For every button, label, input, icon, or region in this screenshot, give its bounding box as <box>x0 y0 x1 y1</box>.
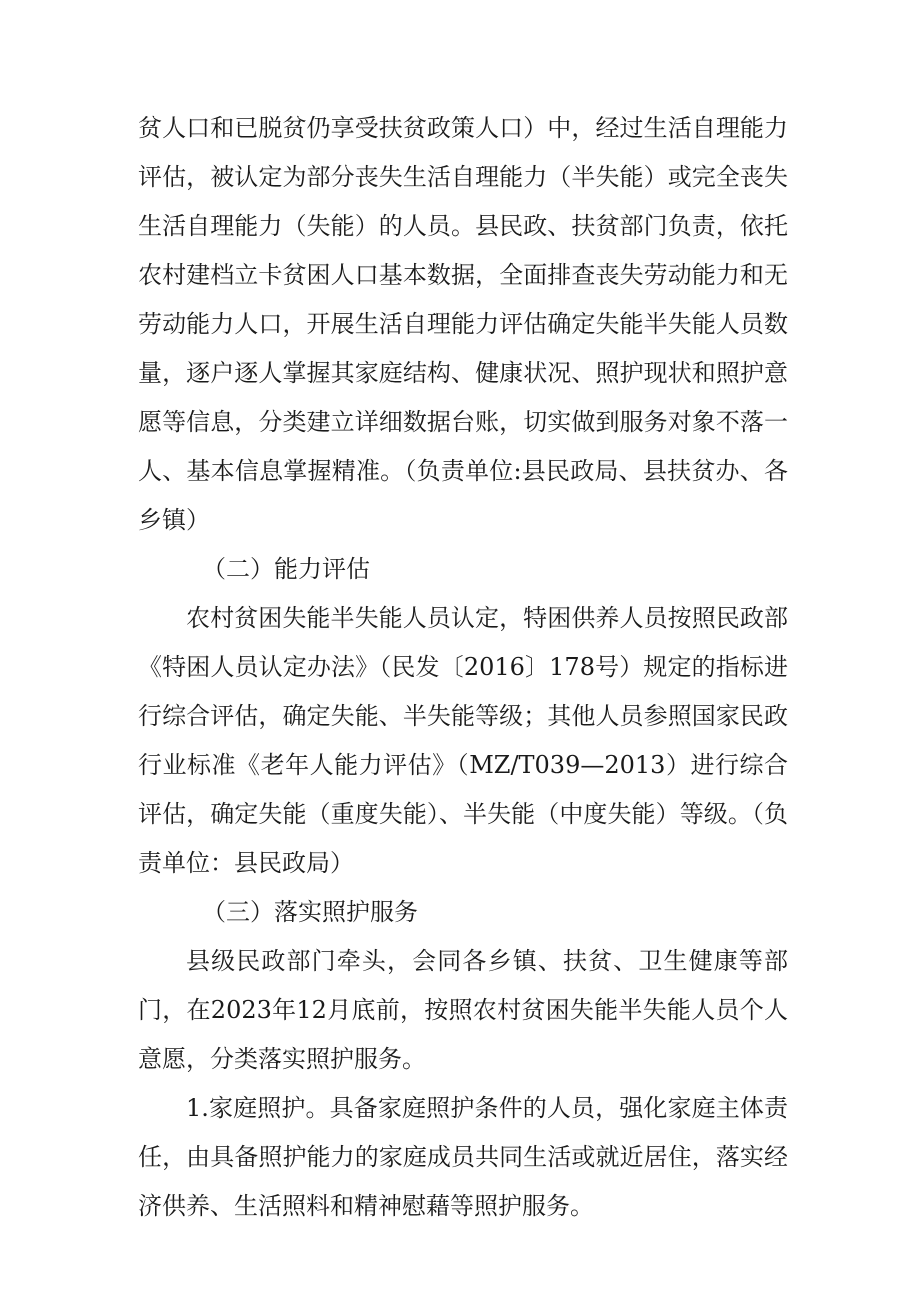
paragraph-care-services: 县级民政部门牵头，会同各乡镇、扶贫、卫生健康等部门，在2023年12月底前，按照农村贫困失能半失能人员个人意愿，分类落实照护服务。 <box>138 947 788 1073</box>
paragraph-ability-assessment: 农村贫困失能半失能人员认定，特困供养人员按照民政部《特困人员认定办法》（民发〔2016〕178号）规定的指标进行综合评估，确定失能、半失能等级；其他人员参照国家民政行业标准《老年人能力评估》（MZ/T039—2013）进行综合评估，确定失能（重度失能）、半失能（中度失能）等级。（负责单位：县民政局） <box>138 604 788 877</box>
paragraph-family-care: 1.家庭照护。具备家庭照护条件的人员，强化家庭主体责任，由具备照护能力的家庭成员共同生活或就近居住，落实经济供养、生活照料和精神慰藉等照护服务。 <box>138 1094 788 1220</box>
document-body <box>138 104 788 1231</box>
section-heading-care-services: （三）落实照护服务 <box>202 898 418 926</box>
paragraph-continued: 贫人口和已脱贫仍享受扶贫政策人口）中，经过生活自理能力评估，被认定为部分丧失生活自理能力（半失能）或完全丧失生活自理能力（失能）的人员。县民政、扶贫部门负责，依托农村建档立卡贫困人口基本数据，全面排查丧失劳动能力和无劳动能力人口，开展生活自理能力评估确定失能半失能人员数量，逐户逐人掌握其家庭结构、健康状况、照护现状和照护意愿等信息，分类建立详细数据台账，切实做到服务对象不落一人、基本信息掌握精准。（负责单位:县民政局、县扶贫办、各乡镇） <box>138 114 788 534</box>
section-heading-ability-assessment: （二）能力评估 <box>202 555 370 583</box>
